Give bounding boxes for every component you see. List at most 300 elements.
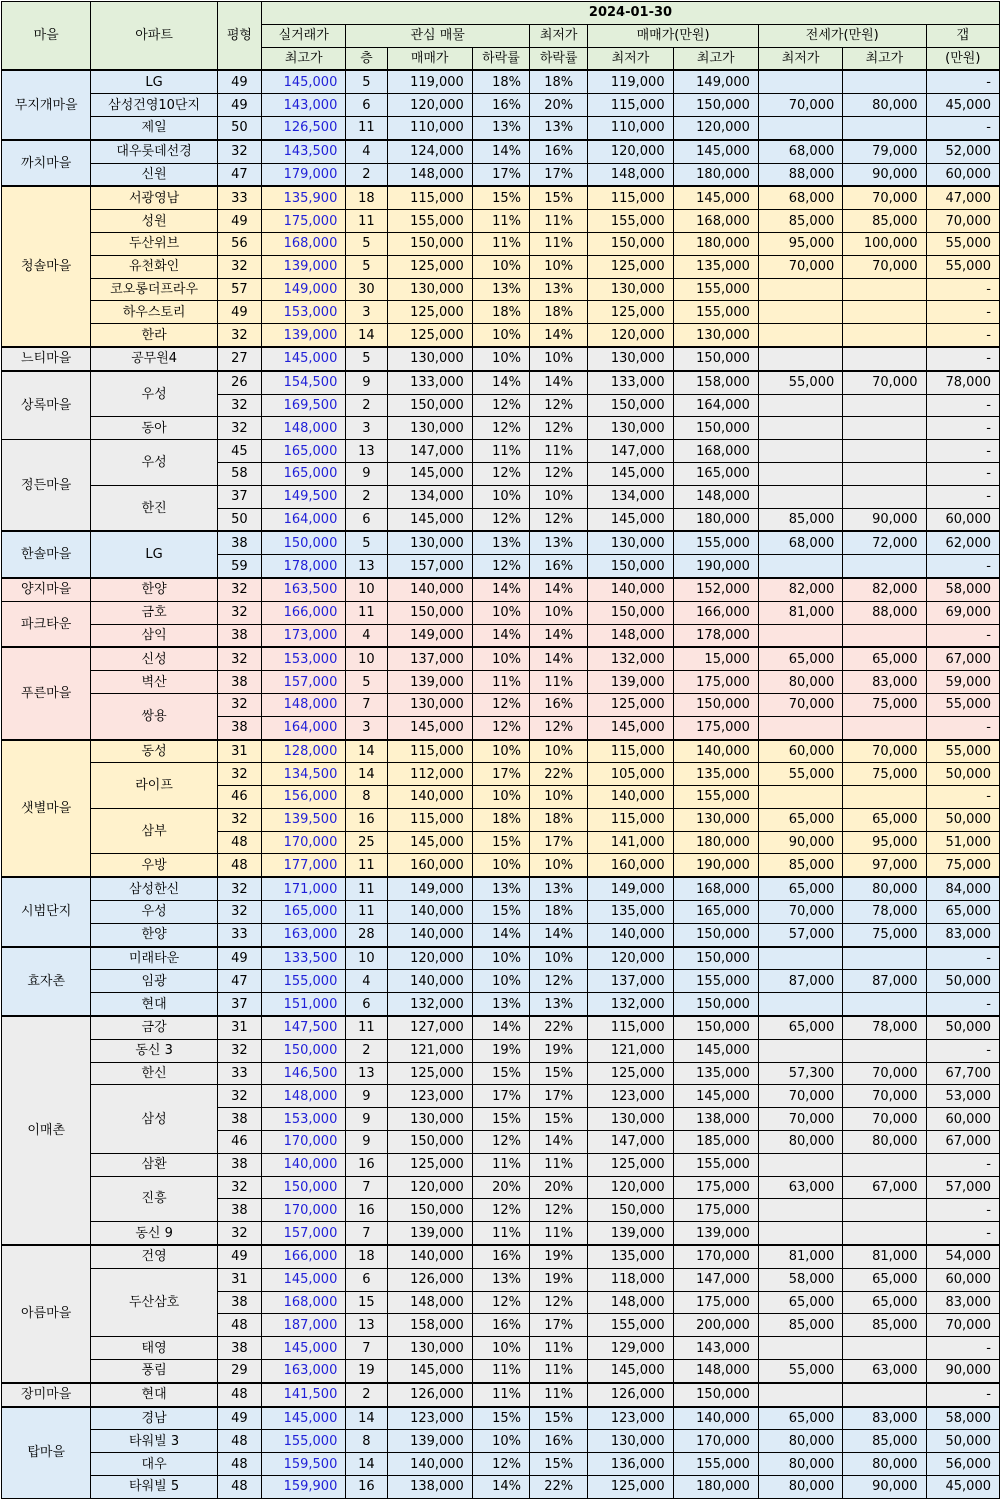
jeonse-max-cell: 70,000 bbox=[843, 1108, 926, 1131]
interest-price-cell: 130,000 bbox=[387, 1108, 472, 1131]
apartment-cell: 대우롯데선경 bbox=[91, 140, 218, 163]
min-drop-cell: 12% bbox=[530, 462, 588, 485]
jeonse-max-cell: 80,000 bbox=[843, 1131, 926, 1154]
table-row bbox=[2, 693, 1000, 716]
size-cell: 48 bbox=[217, 1314, 261, 1337]
jeonse-max-cell: 70,000 bbox=[843, 371, 926, 394]
interest-drop-cell: 14% bbox=[472, 140, 529, 163]
interest-price-cell: 145,000 bbox=[387, 1360, 472, 1383]
village-cell: 상록마을 bbox=[2, 371, 91, 440]
actual-max-cell: 147,500 bbox=[262, 1016, 346, 1039]
interest-drop-cell: 10% bbox=[472, 786, 529, 809]
actual-max-cell: 159,900 bbox=[262, 1476, 346, 1499]
apartment-cell: 삼익 bbox=[91, 624, 218, 647]
sale-max-cell: 155,000 bbox=[673, 1453, 758, 1476]
apartment-cell: 타워빌 5 bbox=[91, 1476, 218, 1499]
min-drop-cell: 15% bbox=[530, 1062, 588, 1085]
apartment-cell: 유천화인 bbox=[91, 255, 218, 278]
interest-drop-cell: 15% bbox=[472, 1062, 529, 1085]
interest-price-cell: 149,000 bbox=[387, 877, 472, 900]
min-drop-cell: 16% bbox=[530, 140, 588, 163]
jeonse-min-cell bbox=[758, 1153, 842, 1176]
size-cell: 32 bbox=[217, 693, 261, 716]
header-actual-sub: 최고가 bbox=[262, 47, 346, 70]
table-row bbox=[2, 970, 1000, 993]
min-drop-cell: 18% bbox=[530, 301, 588, 324]
apartment-cell: 제일 bbox=[91, 116, 218, 139]
sale-min-cell: 147,000 bbox=[588, 1131, 673, 1154]
size-cell: 58 bbox=[217, 462, 261, 485]
sale-max-cell: 145,000 bbox=[673, 1085, 758, 1108]
interest-drop-cell: 17% bbox=[472, 763, 529, 786]
interest-price-cell: 155,000 bbox=[387, 210, 472, 233]
sale-min-cell: 115,000 bbox=[588, 808, 673, 831]
interest-drop-cell: 14% bbox=[472, 1016, 529, 1039]
jeonse-max-cell bbox=[843, 394, 926, 417]
jeonse-max-cell: 67,000 bbox=[843, 1176, 926, 1199]
sale-min-cell: 150,000 bbox=[588, 394, 673, 417]
sale-min-cell: 125,000 bbox=[588, 693, 673, 716]
sale-min-cell: 105,000 bbox=[588, 763, 673, 786]
apartment-cell: 서광영남 bbox=[91, 186, 218, 209]
jeonse-min-cell: 90,000 bbox=[758, 831, 842, 854]
sale-min-cell: 125,000 bbox=[588, 1476, 673, 1499]
apartment-cell: 건영 bbox=[91, 1245, 218, 1268]
min-drop-cell: 10% bbox=[530, 740, 588, 763]
interest-drop-cell: 10% bbox=[472, 1337, 529, 1360]
interest-drop-cell: 16% bbox=[472, 1314, 529, 1337]
village-cell: 청솔마을 bbox=[2, 186, 91, 347]
gap-cell: - bbox=[926, 278, 999, 301]
sale-min-cell: 137,000 bbox=[588, 970, 673, 993]
interest-floor-cell: 14 bbox=[346, 1407, 387, 1430]
min-drop-cell: 13% bbox=[530, 993, 588, 1016]
sale-min-cell: 130,000 bbox=[588, 1430, 673, 1453]
gap-cell: 58,000 bbox=[926, 1407, 999, 1430]
interest-floor-cell: 11 bbox=[346, 601, 387, 624]
jeonse-min-cell bbox=[758, 116, 842, 139]
gap-cell: - bbox=[926, 485, 999, 508]
interest-price-cell: 140,000 bbox=[387, 901, 472, 924]
interest-price-cell: 133,000 bbox=[387, 371, 472, 394]
sale-max-cell: 178,000 bbox=[673, 624, 758, 647]
interest-drop-cell: 13% bbox=[472, 1268, 529, 1291]
interest-drop-cell: 13% bbox=[472, 116, 529, 139]
interest-price-cell: 130,000 bbox=[387, 417, 472, 440]
sale-min-cell: 130,000 bbox=[588, 347, 673, 371]
sale-min-cell: 140,000 bbox=[588, 923, 673, 946]
sale-max-cell: 150,000 bbox=[673, 947, 758, 970]
interest-floor-cell: 10 bbox=[346, 947, 387, 970]
gap-cell: 65,000 bbox=[926, 901, 999, 924]
jeonse-max-cell bbox=[843, 417, 926, 440]
interest-floor-cell: 2 bbox=[346, 1039, 387, 1062]
actual-max-cell: 159,500 bbox=[262, 1453, 346, 1476]
interest-drop-cell: 12% bbox=[472, 462, 529, 485]
jeonse-max-cell: 80,000 bbox=[843, 94, 926, 117]
jeonse-min-cell: 55,000 bbox=[758, 371, 842, 394]
jeonse-max-cell: 70,000 bbox=[843, 1062, 926, 1085]
sale-min-cell: 119,000 bbox=[588, 70, 673, 93]
gap-cell: - bbox=[926, 324, 999, 347]
actual-max-cell: 164,000 bbox=[262, 716, 346, 739]
apartment-cell: 한양 bbox=[91, 578, 218, 601]
jeonse-max-cell bbox=[843, 278, 926, 301]
sale-max-cell: 180,000 bbox=[673, 163, 758, 186]
gap-cell: 70,000 bbox=[926, 1314, 999, 1337]
min-drop-cell: 14% bbox=[530, 324, 588, 347]
jeonse-max-cell bbox=[843, 1337, 926, 1360]
jeonse-max-cell: 65,000 bbox=[843, 1291, 926, 1314]
size-cell: 49 bbox=[217, 301, 261, 324]
village-cell: 샛별마을 bbox=[2, 740, 91, 878]
jeonse-max-cell: 79,000 bbox=[843, 140, 926, 163]
interest-drop-cell: 11% bbox=[472, 440, 529, 463]
sale-max-cell: 180,000 bbox=[673, 831, 758, 854]
gap-cell: - bbox=[926, 440, 999, 463]
min-drop-cell: 11% bbox=[530, 440, 588, 463]
size-cell: 37 bbox=[217, 485, 261, 508]
jeonse-min-cell bbox=[758, 1222, 842, 1245]
actual-max-cell: 168,000 bbox=[262, 232, 346, 255]
interest-floor-cell: 16 bbox=[346, 808, 387, 831]
interest-drop-cell: 19% bbox=[472, 1039, 529, 1062]
sale-max-cell: 140,000 bbox=[673, 1407, 758, 1430]
jeonse-max-cell: 63,000 bbox=[843, 1360, 926, 1383]
village-cell: 까치마을 bbox=[2, 140, 91, 187]
sale-min-cell: 150,000 bbox=[588, 601, 673, 624]
interest-floor-cell: 2 bbox=[346, 163, 387, 186]
min-drop-cell: 11% bbox=[530, 1337, 588, 1360]
gap-cell: 60,000 bbox=[926, 1268, 999, 1291]
size-cell: 50 bbox=[217, 116, 261, 139]
jeonse-min-cell: 68,000 bbox=[758, 531, 842, 554]
jeonse-min-cell bbox=[758, 462, 842, 485]
interest-drop-cell: 10% bbox=[472, 947, 529, 970]
gap-cell: 51,000 bbox=[926, 831, 999, 854]
table-row bbox=[2, 1360, 1000, 1383]
apartment-cell: 쌍용 bbox=[91, 693, 218, 739]
sale-max-cell: 150,000 bbox=[673, 94, 758, 117]
village-cell: 장미마을 bbox=[2, 1383, 91, 1407]
jeonse-max-cell: 70,000 bbox=[843, 255, 926, 278]
sale-min-cell: 140,000 bbox=[588, 578, 673, 601]
interest-drop-cell: 17% bbox=[472, 163, 529, 186]
jeonse-min-cell: 95,000 bbox=[758, 232, 842, 255]
table-row bbox=[2, 993, 1000, 1016]
actual-max-cell: 139,000 bbox=[262, 324, 346, 347]
actual-max-cell: 135,900 bbox=[262, 186, 346, 209]
sale-max-cell: 168,000 bbox=[673, 210, 758, 233]
sale-min-cell: 147,000 bbox=[588, 440, 673, 463]
size-cell: 50 bbox=[217, 508, 261, 531]
jeonse-max-cell: 75,000 bbox=[843, 693, 926, 716]
gap-cell: 55,000 bbox=[926, 232, 999, 255]
jeonse-min-cell bbox=[758, 555, 842, 578]
jeonse-max-cell bbox=[843, 485, 926, 508]
min-drop-cell: 19% bbox=[530, 1268, 588, 1291]
size-cell: 48 bbox=[217, 1430, 261, 1453]
jeonse-max-cell: 70,000 bbox=[843, 186, 926, 209]
jeonse-max-cell: 70,000 bbox=[843, 740, 926, 763]
min-drop-cell: 18% bbox=[530, 70, 588, 93]
interest-drop-cell: 11% bbox=[472, 1383, 529, 1407]
interest-floor-cell: 19 bbox=[346, 1360, 387, 1383]
jeonse-max-cell: 90,000 bbox=[843, 163, 926, 186]
size-cell: 32 bbox=[217, 808, 261, 831]
size-cell: 26 bbox=[217, 371, 261, 394]
interest-price-cell: 140,000 bbox=[387, 1245, 472, 1268]
actual-max-cell: 145,000 bbox=[262, 347, 346, 371]
interest-floor-cell: 11 bbox=[346, 210, 387, 233]
gap-cell: 67,700 bbox=[926, 1062, 999, 1085]
sale-max-cell: 150,000 bbox=[673, 347, 758, 371]
size-cell: 56 bbox=[217, 232, 261, 255]
jeonse-min-cell: 57,000 bbox=[758, 923, 842, 946]
jeonse-min-cell bbox=[758, 624, 842, 647]
jeonse-max-cell bbox=[843, 462, 926, 485]
table-body bbox=[2, 70, 1000, 1498]
jeonse-min-cell: 65,000 bbox=[758, 1407, 842, 1430]
village-cell: 아름마을 bbox=[2, 1245, 91, 1383]
jeonse-min-cell: 70,000 bbox=[758, 94, 842, 117]
min-drop-cell: 14% bbox=[530, 624, 588, 647]
min-drop-cell: 14% bbox=[530, 923, 588, 946]
sale-max-cell: 166,000 bbox=[673, 601, 758, 624]
sale-max-cell: 143,000 bbox=[673, 1337, 758, 1360]
interest-drop-cell: 14% bbox=[472, 578, 529, 601]
size-cell: 33 bbox=[217, 923, 261, 946]
sale-min-cell: 132,000 bbox=[588, 993, 673, 1016]
jeonse-max-cell bbox=[843, 947, 926, 970]
interest-floor-cell: 11 bbox=[346, 116, 387, 139]
min-drop-cell: 13% bbox=[530, 278, 588, 301]
table-row bbox=[2, 301, 1000, 324]
actual-max-cell: 171,000 bbox=[262, 877, 346, 900]
header-jeonse: 전세가(만원) bbox=[758, 24, 926, 47]
village-cell: 시범단지 bbox=[2, 877, 91, 946]
actual-max-cell: 169,500 bbox=[262, 394, 346, 417]
apartment-cell: LG bbox=[91, 531, 218, 578]
actual-max-cell: 134,500 bbox=[262, 763, 346, 786]
interest-price-cell: 148,000 bbox=[387, 163, 472, 186]
header-gap-top: 갭 bbox=[926, 24, 999, 47]
interest-floor-cell: 5 bbox=[346, 531, 387, 554]
table-row bbox=[2, 647, 1000, 670]
size-cell: 27 bbox=[217, 347, 261, 371]
sale-min-cell: 150,000 bbox=[588, 1199, 673, 1222]
gap-cell: - bbox=[926, 1039, 999, 1062]
interest-drop-cell: 11% bbox=[472, 1222, 529, 1245]
size-cell: 45 bbox=[217, 440, 261, 463]
actual-max-cell: 168,000 bbox=[262, 1291, 346, 1314]
interest-drop-cell: 15% bbox=[472, 901, 529, 924]
table-row bbox=[2, 624, 1000, 647]
jeonse-min-cell: 80,000 bbox=[758, 1430, 842, 1453]
jeonse-min-cell bbox=[758, 786, 842, 809]
village-cell: 탑마을 bbox=[2, 1407, 91, 1499]
actual-max-cell: 150,000 bbox=[262, 531, 346, 554]
size-cell: 31 bbox=[217, 1016, 261, 1039]
interest-floor-cell: 16 bbox=[346, 1476, 387, 1499]
jeonse-min-cell: 88,000 bbox=[758, 163, 842, 186]
jeonse-min-cell bbox=[758, 993, 842, 1016]
size-cell: 33 bbox=[217, 1062, 261, 1085]
interest-price-cell: 138,000 bbox=[387, 1476, 472, 1499]
sale-max-cell: 150,000 bbox=[673, 923, 758, 946]
min-drop-cell: 11% bbox=[530, 210, 588, 233]
interest-floor-cell: 9 bbox=[346, 1108, 387, 1131]
min-drop-cell: 18% bbox=[530, 808, 588, 831]
actual-max-cell: 173,000 bbox=[262, 624, 346, 647]
interest-floor-cell: 10 bbox=[346, 578, 387, 601]
actual-max-cell: 145,000 bbox=[262, 70, 346, 93]
interest-drop-cell: 16% bbox=[472, 94, 529, 117]
sale-max-cell: 148,000 bbox=[673, 485, 758, 508]
gap-cell: 50,000 bbox=[926, 1016, 999, 1039]
gap-cell: 84,000 bbox=[926, 877, 999, 900]
interest-floor-cell: 18 bbox=[346, 1245, 387, 1268]
actual-max-cell: 155,000 bbox=[262, 1430, 346, 1453]
gap-cell: 57,000 bbox=[926, 1176, 999, 1199]
interest-floor-cell: 7 bbox=[346, 1222, 387, 1245]
jeonse-min-cell: 58,000 bbox=[758, 1268, 842, 1291]
sale-max-cell: 190,000 bbox=[673, 555, 758, 578]
table-row bbox=[2, 70, 1000, 93]
sale-min-cell: 140,000 bbox=[588, 786, 673, 809]
interest-price-cell: 150,000 bbox=[387, 394, 472, 417]
gap-cell: - bbox=[926, 993, 999, 1016]
actual-max-cell: 149,500 bbox=[262, 485, 346, 508]
sale-max-cell: 168,000 bbox=[673, 440, 758, 463]
jeonse-min-cell: 55,000 bbox=[758, 1360, 842, 1383]
interest-drop-cell: 11% bbox=[472, 210, 529, 233]
interest-floor-cell: 11 bbox=[346, 901, 387, 924]
interest-drop-cell: 12% bbox=[472, 1199, 529, 1222]
apartment-price-table bbox=[1, 1, 1000, 1499]
jeonse-min-cell: 57,300 bbox=[758, 1062, 842, 1085]
jeonse-min-cell: 65,000 bbox=[758, 1016, 842, 1039]
gap-cell: 56,000 bbox=[926, 1453, 999, 1476]
interest-price-cell: 140,000 bbox=[387, 578, 472, 601]
sale-max-cell: 15,000 bbox=[673, 647, 758, 670]
sale-max-cell: 164,000 bbox=[673, 394, 758, 417]
gap-cell: - bbox=[926, 947, 999, 970]
header-min-top: 최저가 bbox=[530, 24, 588, 47]
interest-price-cell: 148,000 bbox=[387, 1291, 472, 1314]
sale-max-cell: 155,000 bbox=[673, 1153, 758, 1176]
table-row bbox=[2, 1430, 1000, 1453]
sale-min-cell: 130,000 bbox=[588, 531, 673, 554]
interest-drop-cell: 15% bbox=[472, 186, 529, 209]
gap-cell: - bbox=[926, 70, 999, 93]
apartment-cell: 미래타운 bbox=[91, 947, 218, 970]
size-cell: 46 bbox=[217, 786, 261, 809]
actual-max-cell: 126,500 bbox=[262, 116, 346, 139]
actual-max-cell: 165,000 bbox=[262, 901, 346, 924]
apartment-cell: 코오롱더프라우 bbox=[91, 278, 218, 301]
interest-drop-cell: 10% bbox=[472, 647, 529, 670]
interest-drop-cell: 11% bbox=[472, 671, 529, 694]
actual-max-cell: 133,500 bbox=[262, 947, 346, 970]
table-row bbox=[2, 232, 1000, 255]
jeonse-min-cell bbox=[758, 947, 842, 970]
sale-min-cell: 118,000 bbox=[588, 1268, 673, 1291]
actual-max-cell: 175,000 bbox=[262, 210, 346, 233]
interest-floor-cell: 10 bbox=[346, 647, 387, 670]
jeonse-max-cell: 72,000 bbox=[843, 531, 926, 554]
interest-drop-cell: 12% bbox=[472, 555, 529, 578]
size-cell: 32 bbox=[217, 877, 261, 900]
table-row bbox=[2, 94, 1000, 117]
apartment-cell: 한양 bbox=[91, 923, 218, 946]
sale-min-cell: 148,000 bbox=[588, 163, 673, 186]
sale-min-cell: 148,000 bbox=[588, 1291, 673, 1314]
interest-floor-cell: 4 bbox=[346, 624, 387, 647]
jeonse-max-cell: 78,000 bbox=[843, 901, 926, 924]
interest-floor-cell: 7 bbox=[346, 1176, 387, 1199]
size-cell: 38 bbox=[217, 1108, 261, 1131]
sale-max-cell: 155,000 bbox=[673, 970, 758, 993]
table-row bbox=[2, 1476, 1000, 1499]
size-cell: 38 bbox=[217, 671, 261, 694]
interest-floor-cell: 5 bbox=[346, 255, 387, 278]
interest-floor-cell: 3 bbox=[346, 716, 387, 739]
min-drop-cell: 11% bbox=[530, 1153, 588, 1176]
jeonse-max-cell: 88,000 bbox=[843, 601, 926, 624]
sale-max-cell: 175,000 bbox=[673, 1291, 758, 1314]
sale-max-cell: 120,000 bbox=[673, 116, 758, 139]
jeonse-min-cell: 80,000 bbox=[758, 1131, 842, 1154]
gap-cell: 50,000 bbox=[926, 808, 999, 831]
sale-max-cell: 135,000 bbox=[673, 1062, 758, 1085]
table-row bbox=[2, 1245, 1000, 1268]
size-cell: 29 bbox=[217, 1360, 261, 1383]
interest-drop-cell: 11% bbox=[472, 1360, 529, 1383]
apartment-cell: 한라 bbox=[91, 324, 218, 347]
interest-floor-cell: 5 bbox=[346, 232, 387, 255]
sale-min-cell: 120,000 bbox=[588, 1176, 673, 1199]
interest-drop-cell: 14% bbox=[472, 371, 529, 394]
actual-max-cell: 150,000 bbox=[262, 1176, 346, 1199]
interest-drop-cell: 10% bbox=[472, 1430, 529, 1453]
header-interest: 관심 매물 bbox=[346, 24, 530, 47]
interest-floor-cell: 7 bbox=[346, 1337, 387, 1360]
sale-max-cell: 130,000 bbox=[673, 808, 758, 831]
gap-cell: 67,000 bbox=[926, 1131, 999, 1154]
table-row bbox=[2, 947, 1000, 970]
jeonse-min-cell: 68,000 bbox=[758, 186, 842, 209]
interest-floor-cell: 4 bbox=[346, 970, 387, 993]
gap-cell: - bbox=[926, 624, 999, 647]
jeonse-min-cell: 81,000 bbox=[758, 601, 842, 624]
table-row bbox=[2, 578, 1000, 601]
gap-cell: 47,000 bbox=[926, 186, 999, 209]
table-row bbox=[2, 1407, 1000, 1430]
interest-price-cell: 145,000 bbox=[387, 831, 472, 854]
size-cell: 49 bbox=[217, 70, 261, 93]
jeonse-min-cell bbox=[758, 417, 842, 440]
apartment-cell: 태영 bbox=[91, 1337, 218, 1360]
jeonse-min-cell: 70,000 bbox=[758, 1108, 842, 1131]
jeonse-max-cell bbox=[843, 301, 926, 324]
sale-max-cell: 180,000 bbox=[673, 508, 758, 531]
min-drop-cell: 10% bbox=[530, 601, 588, 624]
interest-price-cell: 120,000 bbox=[387, 1176, 472, 1199]
actual-max-cell: 148,000 bbox=[262, 693, 346, 716]
interest-price-cell: 139,000 bbox=[387, 671, 472, 694]
size-cell: 32 bbox=[217, 140, 261, 163]
